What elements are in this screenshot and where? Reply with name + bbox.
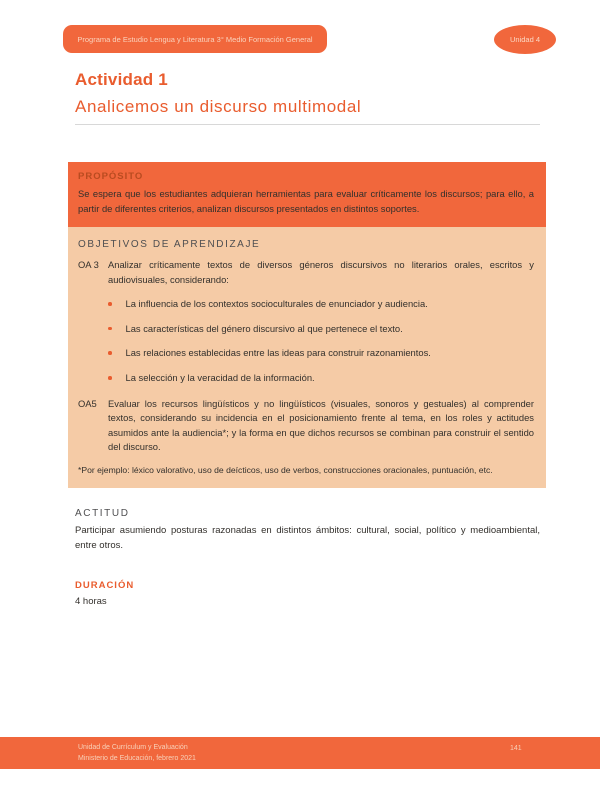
title-divider bbox=[75, 124, 540, 125]
bullet-icon bbox=[108, 351, 112, 355]
oa3-bullet-3 bbox=[108, 346, 534, 361]
oa3-bullet-4 bbox=[108, 371, 534, 386]
program-header-label: Programa de Estudio Lengua y Literatura 3° Medio Formación General bbox=[77, 34, 313, 44]
footer-credits bbox=[78, 742, 196, 764]
proposito-body: Se espera que los estudiantes adquieran herramientas para evaluar críticamente los discursos; para ello, a partir de diferentes criterios, analizan discursos presentados en distintos soportes. bbox=[78, 188, 534, 214]
proposito-box bbox=[68, 162, 546, 227]
oa3-bullet-2 bbox=[108, 322, 534, 337]
objetivos-box bbox=[68, 227, 546, 488]
footer-line2: Ministerio de Educación, febrero 2021 bbox=[78, 755, 196, 763]
bullet-icon bbox=[108, 327, 112, 331]
activity-subtitle: Analicemos un discurso multimodal bbox=[75, 97, 362, 116]
footer-bar bbox=[0, 737, 600, 769]
actitud-heading: ACTITUD bbox=[75, 507, 130, 519]
unit-badge bbox=[494, 25, 556, 54]
oa5-text: Evaluar los recursos lingüísticos y no lingüísticos (visuales, sonoros y gestuales) al comprender textos, considerando su incidencia en el posicionamiento frente al tema, en los roles y actitudes asumidos ante la audiencia*; y la forma en que dichos recursos se combinan para construir el sentido del discurso. bbox=[108, 397, 534, 453]
oa3-bullet-1 bbox=[108, 297, 534, 312]
oa3-bullet-4-text: La selección y la veracidad de la información. bbox=[125, 372, 315, 384]
unit-badge-label: Unidad 4 bbox=[509, 35, 541, 44]
footer-line1: Unidad de Currículum y Evaluación bbox=[78, 744, 188, 751]
objetivos-footnote: *Por ejemplo: léxico valorativo, uso de deícticos, uso de verbos, construcciones oracionales, puntuación, etc. bbox=[78, 464, 493, 475]
oa3-label: OA 3 bbox=[78, 259, 99, 271]
oa3-bullet-1-text: La influencia de los contextos socioculturales de enunciador y audiencia. bbox=[125, 298, 428, 310]
duracion-body: 4 horas bbox=[75, 596, 107, 608]
proposito-heading: PROPÓSITO bbox=[78, 171, 144, 182]
oa3-text: Analizar críticamente textos de diversos géneros discursivos no literarios orales, escritos y audiovisuales, considerando: bbox=[108, 259, 534, 285]
main-content bbox=[68, 162, 546, 607]
bullet-icon bbox=[108, 376, 112, 380]
page-number: 141 bbox=[510, 745, 522, 752]
oa3-bullet-3-text: Las relaciones establecidas entre las ideas para construir razonamientos. bbox=[125, 347, 431, 359]
program-header-badge bbox=[63, 25, 327, 53]
bullet-icon bbox=[108, 302, 112, 306]
actitud-body: Participar asumiendo posturas razonadas en distintos ámbitos: cultural, social, político y medioambiental, entre otros. bbox=[75, 524, 540, 551]
actitud-section bbox=[75, 508, 540, 553]
objetivos-heading: OBJETIVOS DE APRENDIZAJE bbox=[78, 239, 261, 251]
activity-title: Actividad 1 bbox=[75, 70, 168, 89]
duracion-heading: DURACIÓN bbox=[75, 580, 135, 592]
title-block bbox=[75, 70, 540, 117]
duracion-section bbox=[75, 580, 540, 607]
oa-item-oa5 bbox=[78, 397, 534, 455]
oa5-label: OA5 bbox=[78, 397, 97, 409]
oa-item-oa3 bbox=[78, 258, 534, 287]
oa3-bullet-2-text: Las características del género discursivo al que pertenece el texto. bbox=[125, 322, 403, 334]
